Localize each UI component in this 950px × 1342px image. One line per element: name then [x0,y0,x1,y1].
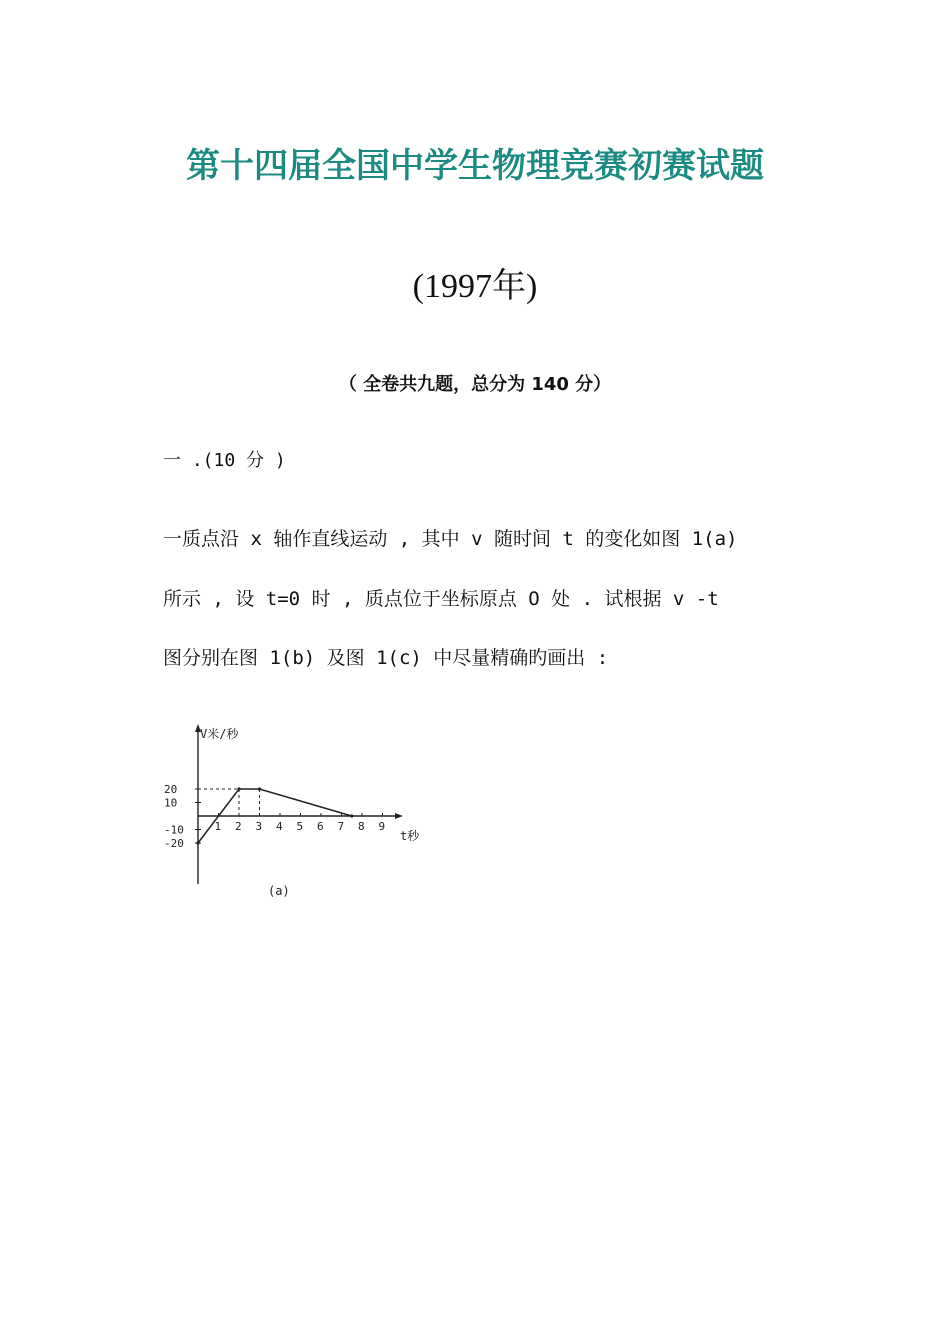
question-text-line-2: 所示 , 设 t=0 时 , 质点位于坐标原点 O 处 . 试根据 v -t [163,588,719,610]
x-tick-label: 9 [378,820,386,833]
x-tick-label: 7 [337,820,345,833]
x-tick-label: 8 [358,820,365,833]
y-tick-label: -20 [164,837,184,850]
x-tick-label: 4 [276,820,283,833]
document-year: (1997年) [412,268,538,305]
question-text-line-3: 图分别在图 1(b) 及图 1(c) 中尽量精确旳画出 : [163,647,609,669]
section-heading: 一 .(10 分 ) [163,450,286,471]
vt-chart [160,718,430,908]
y-tick-label: -10 [164,823,184,837]
vt-data-point [350,814,353,817]
exam-note: （ 全卷共九题，总分为 140 分） [338,374,612,395]
y-tick-label: 10 [164,796,178,810]
figure-caption: (a) [268,884,290,898]
question-text-line-1: 一质点沿 x 轴作直线运动 , 其中 v 随时间 t 的变化如图 1(a) [163,528,738,550]
x-tick-label: 3 [255,820,263,833]
vt-data-point [196,841,199,844]
x-axis-arrow [395,813,403,819]
x-tick-label: 6 [317,820,324,833]
x-axis-label: t秒 [400,829,420,843]
y-axis-label: V米/秒 [200,727,239,741]
document-title: 第十四届全国中学生物理竞赛初赛试题 [186,146,764,186]
x-tick-label: 5 [296,820,304,833]
x-tick-label: 1 [214,820,222,833]
y-tick-label: 20 [164,783,178,796]
figure-1a [160,718,430,908]
x-tick-label: 2 [235,820,242,833]
